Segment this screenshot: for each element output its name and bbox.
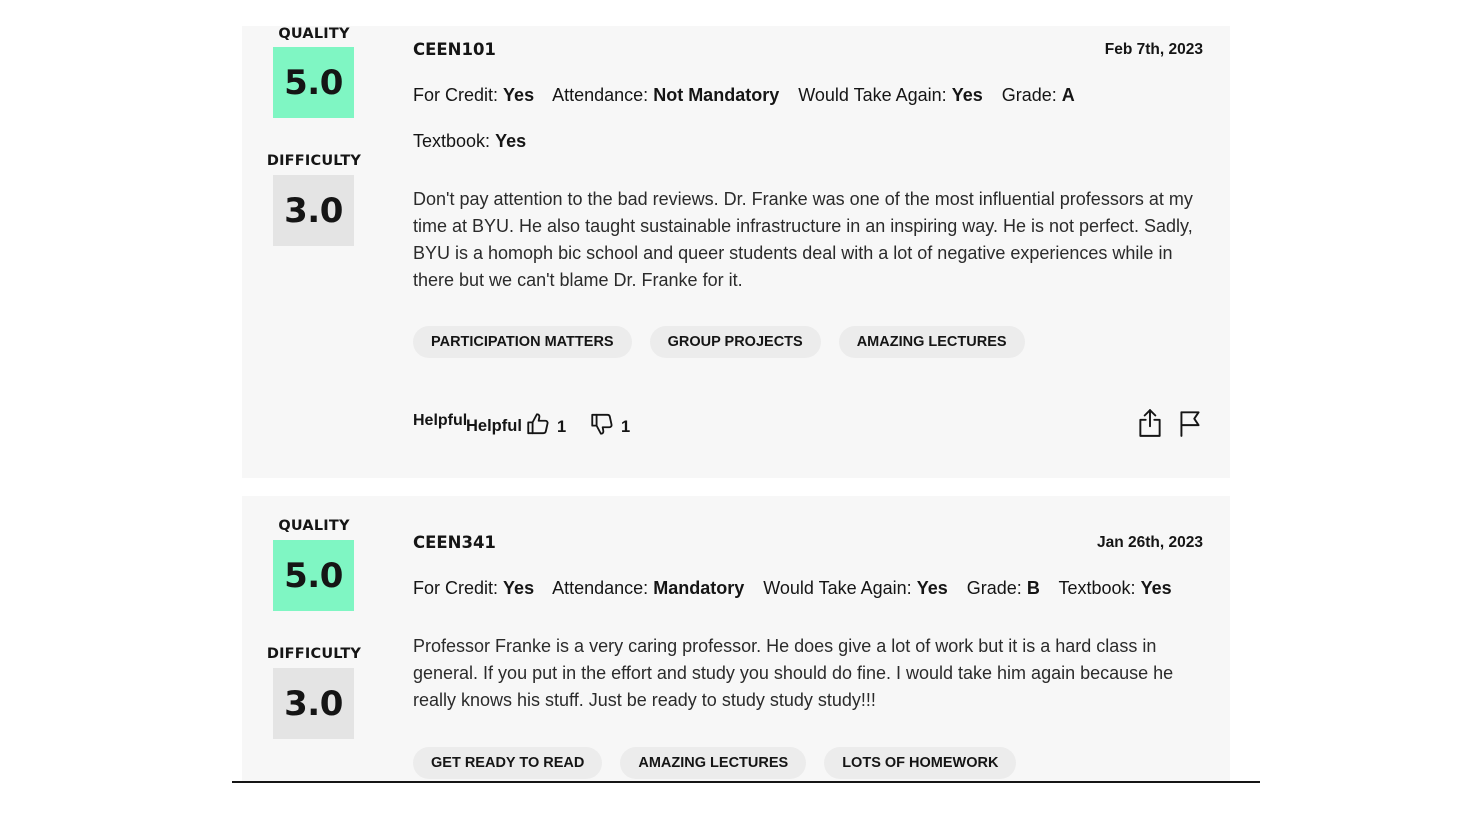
thumbs-down-button[interactable] bbox=[589, 411, 630, 437]
thumbs-down-icon bbox=[589, 411, 615, 437]
course-meta-textbook bbox=[413, 131, 540, 152]
meta-textbook: Textbook: Yes bbox=[1058, 578, 1172, 598]
quality-label: QUALITY bbox=[278, 26, 350, 42]
rating-comments: Professor Franke is a very caring professor. He does give a lot of work but it is a hard class in general. If you put in the effort and study you should do fine. I would take him again because he really knows his stuff. Just be ready to study study study!!! bbox=[413, 636, 1174, 710]
quality-label: QUALITY bbox=[278, 518, 350, 534]
rating-tags bbox=[413, 747, 1016, 779]
meta-for-credit: For Credit: Yes bbox=[413, 85, 535, 105]
difficulty-label: DIFFICULTY bbox=[266, 153, 362, 169]
thumbs-up-icon bbox=[525, 411, 551, 437]
meta-would-take-again: Would Take Again: Yes bbox=[763, 578, 948, 598]
helpful-label-small: Helpful bbox=[413, 412, 468, 429]
tag: AMAZING LECTURES bbox=[839, 326, 1025, 358]
meta-attendance: Attendance: Not Mandatory bbox=[552, 85, 780, 105]
course-meta bbox=[413, 85, 1089, 106]
share-icon[interactable] bbox=[1137, 408, 1163, 438]
rating-date: Feb 7th, 2023 bbox=[1104, 41, 1203, 58]
difficulty-label: DIFFICULTY bbox=[266, 646, 362, 662]
quality-score: 5.0 bbox=[273, 47, 354, 118]
tag: AMAZING LECTURES bbox=[620, 747, 806, 779]
rating-date: Jan 26th, 2023 bbox=[1097, 534, 1203, 551]
rating-comments: Don't pay attention to the bad reviews. Dr. Franke was one of the most influential professors at my time at BYU. He also taught sustainable infrastructure in an inspiring way. He is not perfect. Sadly, BYU is a homoph bic school and queer students deal with a lot of negative experiences while in there but we can't blame Dr. Franke for it. bbox=[413, 189, 1193, 290]
meta-attendance: Attendance: Mandatory bbox=[552, 578, 745, 598]
meta-would-take-again: Would Take Again: Yes bbox=[798, 85, 983, 105]
helpful-label: Helpful bbox=[466, 417, 522, 435]
thumbs-up-button[interactable] bbox=[525, 411, 566, 437]
rating-tags bbox=[413, 326, 1025, 358]
difficulty-score: 3.0 bbox=[273, 668, 354, 739]
course-name: CEEN341 bbox=[413, 533, 496, 552]
bottom-divider bbox=[232, 781, 1260, 783]
course-name: CEEN101 bbox=[413, 40, 496, 59]
meta-grade: Grade: A bbox=[1001, 85, 1075, 105]
tag: GET READY TO READ bbox=[413, 747, 602, 779]
rating-footer bbox=[413, 408, 1203, 442]
tag: LOTS OF HOMEWORK bbox=[824, 747, 1016, 779]
tag: GROUP PROJECTS bbox=[650, 326, 821, 358]
rating-card bbox=[242, 26, 1230, 478]
meta-for-credit: For Credit: Yes bbox=[413, 578, 535, 598]
meta-textbook: Textbook: Yes bbox=[413, 131, 527, 151]
difficulty-score: 3.0 bbox=[273, 175, 354, 246]
tag: PARTICIPATION MATTERS bbox=[413, 326, 632, 358]
thumbs-up-count: 1 bbox=[557, 417, 567, 436]
flag-icon[interactable] bbox=[1177, 408, 1203, 438]
meta-grade: Grade: B bbox=[966, 578, 1040, 598]
thumbs-down-count: 1 bbox=[621, 417, 631, 436]
quality-score: 5.0 bbox=[273, 540, 354, 611]
rating-card bbox=[242, 496, 1230, 782]
course-meta bbox=[413, 578, 1186, 599]
